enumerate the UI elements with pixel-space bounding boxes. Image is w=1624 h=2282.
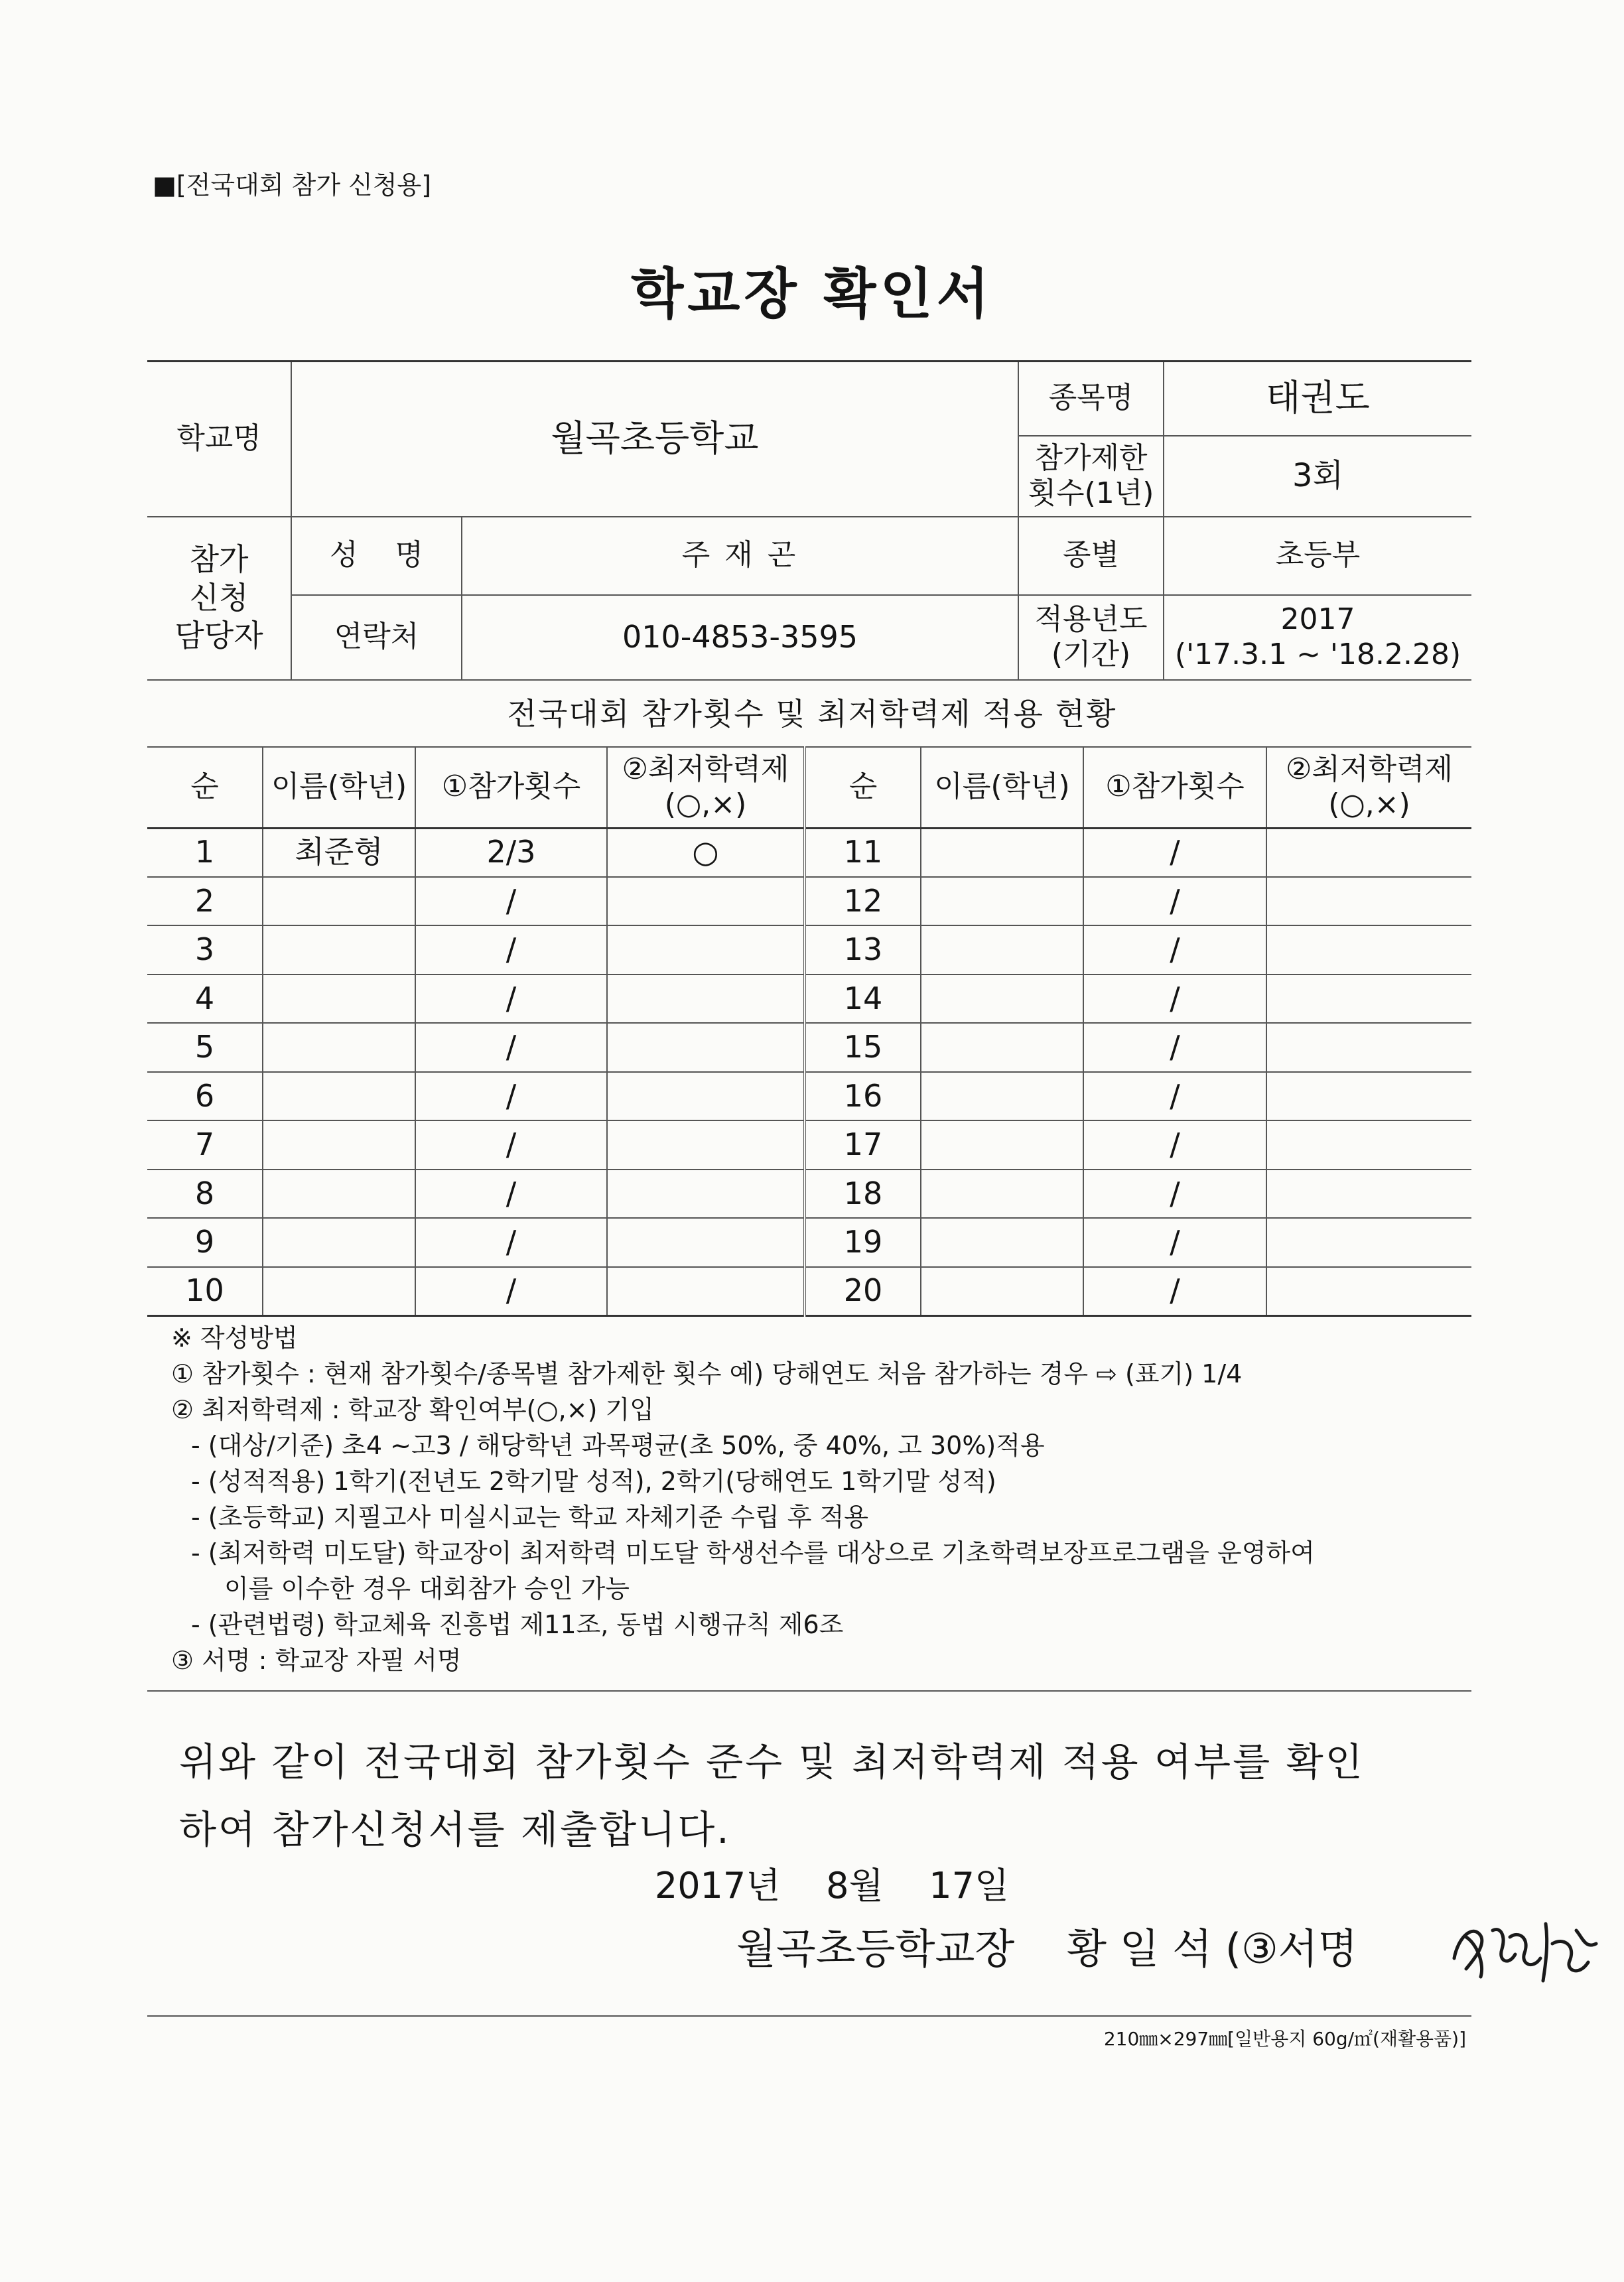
row-count-right: / [1083,1170,1266,1219]
row-count: / [415,1170,607,1219]
applicant-label-line1: 참가 [189,541,249,578]
col-header-min-grade-right-line1: ②최저학력제 [1286,752,1453,786]
row-name [263,877,415,926]
participation-table-body [147,828,1471,1315]
year-value-line2: ('17.3.1 ~ '18.2.28) [1174,637,1461,671]
school-info-table [147,360,1471,681]
category-label: 종별 [1018,517,1164,595]
col-header-min-grade-right-line2: (○,×) [1328,787,1410,821]
row-name [263,1170,415,1219]
row-no: 2 [147,877,263,926]
row-name [263,974,415,1024]
row-min-grade-right [1266,1170,1471,1219]
row-no-right: 19 [805,1218,921,1267]
row-count-right: / [1083,1218,1266,1267]
instruction-2d-cont: 이를 이수한 경우 대회참가 승인 가능 [224,1574,630,1603]
instruction-2a: - (대상/기준) 초4 ~고3 / 해당학년 과목평균(초 50%, 중 40%, 고 30%)적용 [191,1431,1045,1460]
row-name-right [921,877,1083,926]
contact-value: 010-4853-3595 [462,595,1018,680]
row-count: / [415,925,607,974]
instruction-2e: - (관련법령) 학교체육 진흥법 제11조, 동법 시행규칙 제6조 [191,1610,844,1639]
row-name-right [921,828,1083,877]
event-value: 태권도 [1164,362,1471,436]
col-header-no: 순 [147,747,263,828]
row-count: / [415,1072,607,1121]
divider [147,1690,1471,1692]
year-label-line1: 적용년도 [1034,602,1148,636]
row-name [263,1267,415,1316]
row-no-right: 18 [805,1170,921,1219]
category-value: 초등부 [1164,517,1471,595]
row-name [263,1023,415,1072]
row-name-right [921,1120,1083,1170]
col-header-count-right: ①참가횟수 [1083,747,1266,828]
row-name-right [921,1267,1083,1316]
row-no: 6 [147,1072,263,1121]
declaration-line2: 하여 참가신청서를 제출합니다. [179,1807,731,1852]
event-label: 종목명 [1018,362,1164,436]
row-name [263,1072,415,1121]
row-name-right [921,1170,1083,1219]
form-type-label: ■[전국대회 참가 신청용] [153,170,432,200]
row-no-right: 20 [805,1267,921,1316]
row-count-right: / [1083,974,1266,1024]
applicant-label-line2: 신청 [189,579,249,616]
table-row [147,1023,1471,1072]
row-count: / [415,1023,607,1072]
bottom-divider [147,2015,1471,2017]
document-title: 학교장 확인서 [631,263,993,326]
row-min-grade-right [1266,877,1471,926]
table-row [147,828,1471,877]
row-min-grade [607,1218,805,1267]
row-min-grade [607,1267,805,1316]
col-header-name-right: 이름(학년) [921,747,1083,828]
row-min-grade [607,1120,805,1170]
instruction-2b: - (성적적용) 1학기(전년도 2학기말 성적), 2학기(당해연도 1학기말 성적) [191,1467,996,1496]
year-label-line2: (기간) [1051,637,1131,671]
row-no-right: 17 [805,1120,921,1170]
participation-table [147,746,1471,1317]
table-row [147,974,1471,1024]
row-count: / [415,877,607,926]
row-count-right: / [1083,1023,1266,1072]
row-min-grade [607,925,805,974]
row-min-grade: ○ [607,828,805,877]
row-name [263,1120,415,1170]
row-name-right [921,974,1083,1024]
row-no-right: 11 [805,828,921,877]
declaration-line1: 위와 같이 전국대회 참가횟수 준수 및 최저학력제 적용 여부를 확인 [179,1739,1365,1784]
applicant-label [147,517,291,680]
applicant-label-line3: 담당자 [174,618,263,654]
row-no-right: 13 [805,925,921,974]
col-header-no-right: 순 [805,747,921,828]
row-name-right [921,925,1083,974]
row-count-right: / [1083,877,1266,926]
row-no-right: 14 [805,974,921,1024]
instruction-2: ② 최저학력제 : 학교장 확인여부(○,×) 기입 [171,1395,654,1424]
row-no-right: 15 [805,1023,921,1072]
instruction-2d: - (최저학력 미도달) 학교장이 최저학력 미도달 학생선수를 대상으로 기초학력보장프로그램을 운영하여 [191,1538,1315,1568]
row-count: / [415,1120,607,1170]
contact-label: 연락처 [291,595,462,680]
handwritten-signature [1446,1897,1605,1997]
row-min-grade [607,1170,805,1219]
instruction-1: ① 참가횟수 : 현재 참가횟수/종목별 참가제한 횟수 예) 당해연도 처음 참가하는 경우 ⇨ (표기) 1/4 [171,1359,1243,1388]
table-row [147,1218,1471,1267]
row-count-right: / [1083,1267,1266,1316]
row-min-grade-right [1266,1120,1471,1170]
row-min-grade-right [1266,1023,1471,1072]
instructions [171,1320,1485,1678]
row-name [263,1218,415,1267]
paper-spec-note: 210㎜×297㎜[일반용지 60g/㎡(재활용품)] [1103,2028,1466,2050]
table-row [147,1072,1471,1121]
limit-value: 3회 [1164,436,1471,517]
row-count-right: / [1083,1120,1266,1170]
row-no-right: 12 [805,877,921,926]
table-row [147,1170,1471,1219]
year-value-line1: 2017 [1280,602,1355,636]
row-no: 7 [147,1120,263,1170]
limit-label-line1: 참가제한 [1034,440,1148,475]
instruction-3: ③ 서명 : 학교장 자필 서명 [171,1646,462,1675]
applicant-name-label: 성 명 [291,517,462,595]
col-header-count: ①참가횟수 [415,747,607,828]
col-header-name: 이름(학년) [263,747,415,828]
row-name-right [921,1023,1083,1072]
submission-date: 2017년 8월 17일 [654,1865,1010,1907]
row-min-grade [607,877,805,926]
row-count-right: / [1083,1072,1266,1121]
row-no: 8 [147,1170,263,1219]
year-value [1164,595,1471,680]
row-name [263,925,415,974]
declaration [179,1728,1453,1863]
row-min-grade-right [1266,828,1471,877]
limit-label-line2: 횟수(1년) [1028,476,1154,510]
row-no: 3 [147,925,263,974]
row-no: 1 [147,828,263,877]
principal-signer: 월곡초등학교장 황 일 석 (③서명 [736,1924,1358,1973]
table-row [147,1267,1471,1316]
row-no: 4 [147,974,263,1024]
row-name-right [921,1218,1083,1267]
row-no: 10 [147,1267,263,1316]
row-count-right: / [1083,828,1266,877]
row-name-right [921,1072,1083,1121]
row-min-grade [607,1072,805,1121]
instruction-2c: - (초등학교) 지필고사 미실시교는 학교 자체기준 수립 후 적용 [191,1503,868,1532]
col-header-min-grade-line2: (○,×) [664,787,747,821]
row-min-grade [607,1023,805,1072]
table-row [147,877,1471,926]
school-name-label: 학교명 [147,362,291,517]
row-min-grade-right [1266,974,1471,1024]
col-header-min-grade-right [1266,747,1471,828]
row-no-right: 16 [805,1072,921,1121]
section-title: 전국대회 참가횟수 및 최저학력제 적용 현황 [507,696,1117,732]
col-header-min-grade [607,747,805,828]
applicant-name-value: 주 재 곤 [462,517,1018,595]
table-row [147,1120,1471,1170]
row-no: 9 [147,1218,263,1267]
row-count-right: / [1083,925,1266,974]
limit-label [1018,436,1164,517]
row-name: 최준형 [263,828,415,877]
instructions-heading: ※ 작성방법 [171,1323,298,1353]
year-label [1018,595,1164,680]
row-count: / [415,974,607,1024]
row-min-grade-right [1266,1267,1471,1316]
row-min-grade [607,974,805,1024]
row-count: 2/3 [415,828,607,877]
row-min-grade-right [1266,1218,1471,1267]
row-min-grade-right [1266,1072,1471,1121]
row-no: 5 [147,1023,263,1072]
school-name-value: 월곡초등학교 [291,362,1018,517]
row-min-grade-right [1266,925,1471,974]
table-row [147,925,1471,974]
row-count: / [415,1267,607,1316]
row-count: / [415,1218,607,1267]
col-header-min-grade-line1: ②최저학력제 [622,752,789,786]
